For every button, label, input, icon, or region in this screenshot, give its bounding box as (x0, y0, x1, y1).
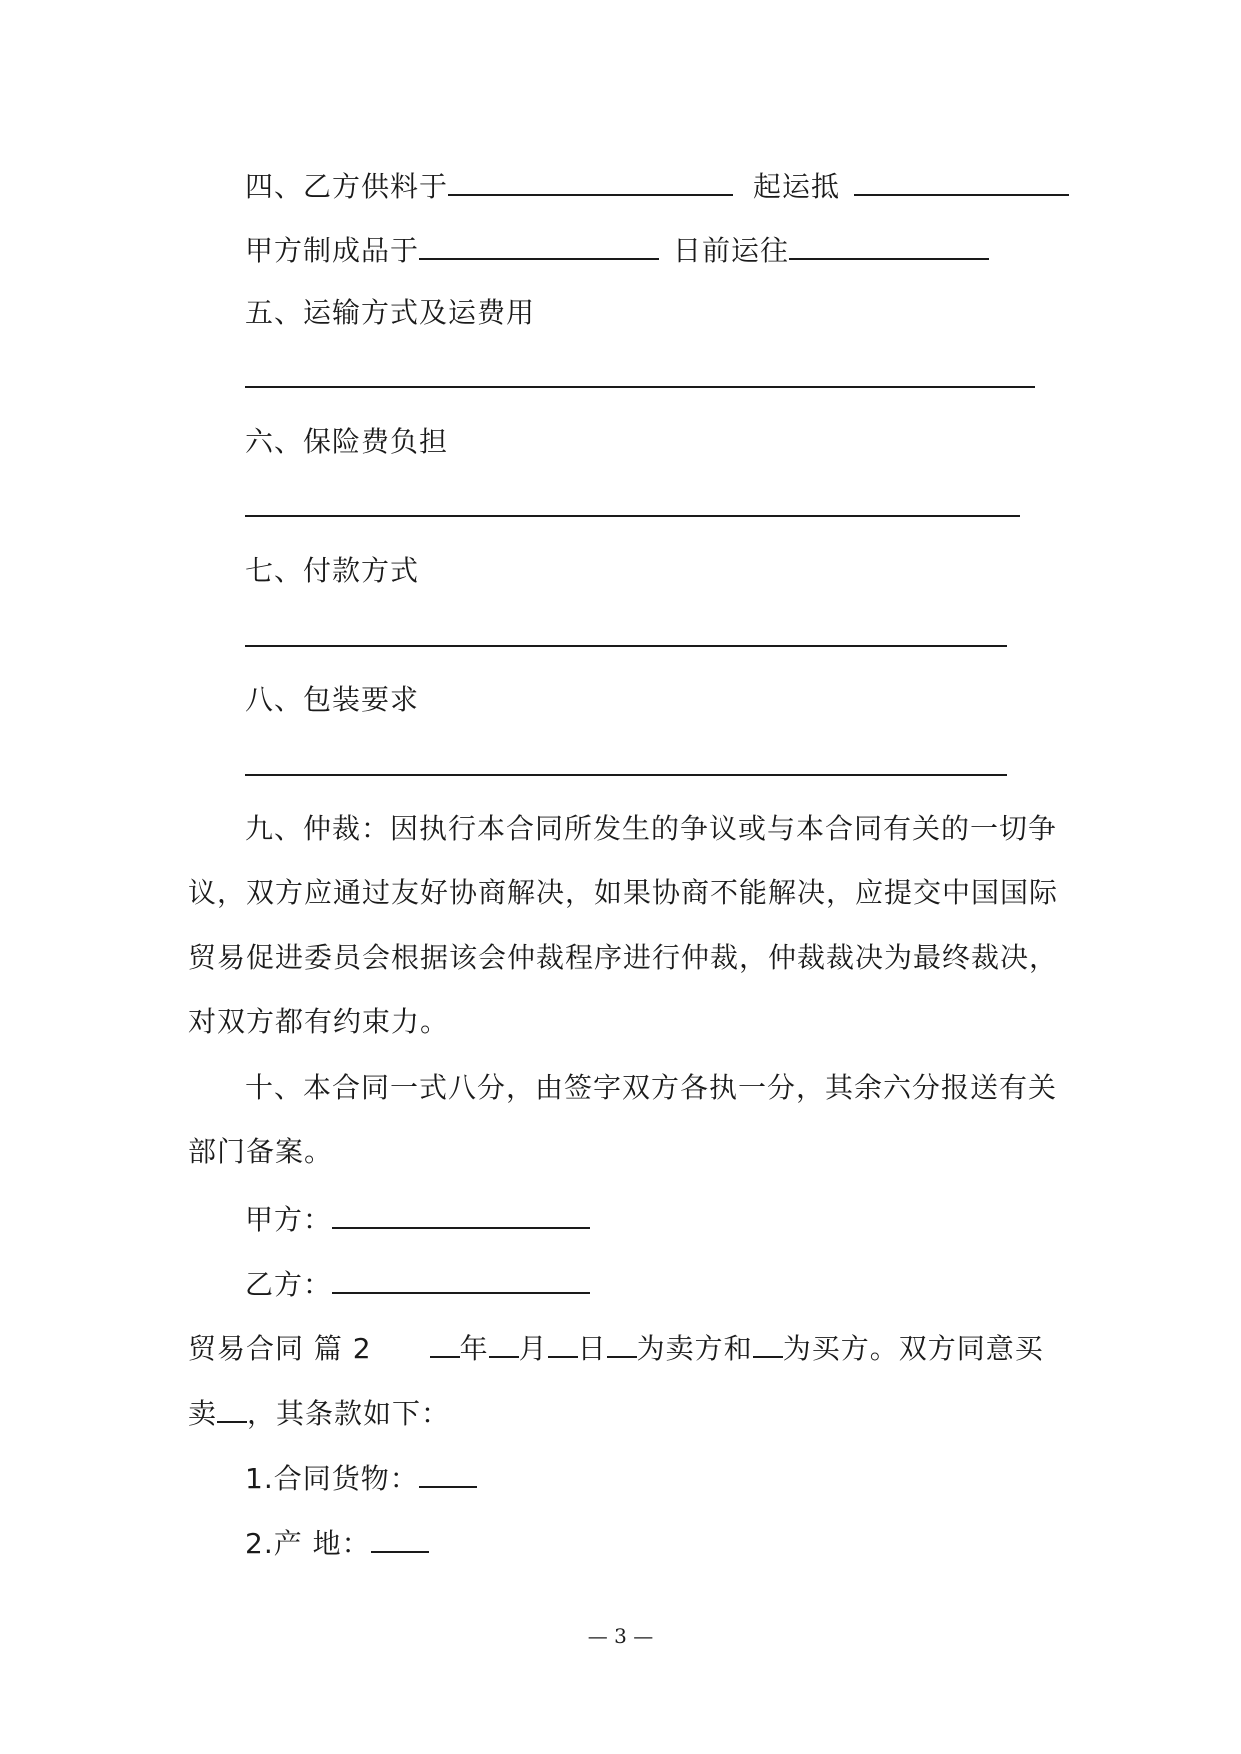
party-a-blank (332, 1199, 590, 1229)
clause-4-line-1 (245, 166, 1069, 205)
clause-4-deadline-label: 日前运往 (673, 234, 790, 267)
clause-7-blank-rule (245, 645, 1007, 647)
goods-blank (419, 1458, 477, 1488)
clause-10-line-1: 十、本合同一式八分，由签字双方各执一分，其余六分报送有关 (245, 1071, 1058, 1104)
blank-field (448, 166, 733, 196)
contract-2-intro-line-2 (188, 1393, 450, 1432)
clause-6-blank-rule (245, 515, 1020, 517)
party-b-blank (332, 1264, 590, 1294)
clause-4-ship-label: 起运抵 (753, 170, 841, 203)
blank-field (217, 1393, 247, 1423)
seller-label: 为卖方和 (636, 1332, 753, 1365)
clause-9-line-2: 议，双方应通过友好协商解决，如果协商不能解决，应提交中国国际 (188, 876, 1059, 909)
clause-8-blank-rule (245, 774, 1007, 776)
clause-5-heading: 五、运输方式及运费用 (245, 296, 536, 329)
blank-field (430, 1328, 460, 1358)
clause-4-supply-label: 四、乙方供料于 (245, 170, 449, 203)
blank-field (854, 166, 1069, 196)
month-label: 月 (518, 1332, 548, 1365)
clause-4-finished-label: 甲方制成品于 (245, 234, 420, 267)
party-a-label: 甲方： (245, 1203, 333, 1236)
trade-label: 卖 (188, 1397, 218, 1430)
clause-9-line-3: 贸易促进委员会根据该会仲裁程序进行仲裁，仲裁裁决为最终裁决， (188, 941, 1059, 974)
clause-8-heading: 八、包装要求 (245, 683, 420, 716)
clause-7-heading: 七、付款方式 (245, 554, 420, 587)
blank-field (607, 1328, 637, 1358)
goods-label: 1.合同货物： (245, 1462, 419, 1495)
year-label: 年 (459, 1332, 489, 1365)
buyer-label: 为买方。双方同意买 (782, 1332, 1044, 1365)
contract-2-intro-line-1 (188, 1328, 1044, 1367)
contract-2-item-1 (245, 1458, 477, 1497)
blank-field (489, 1328, 519, 1358)
blank-field (753, 1328, 783, 1358)
clause-4-line-2 (245, 230, 989, 269)
origin-label: 2.产 地： (245, 1527, 371, 1560)
contract-2-heading: 贸易合同 篇 2 (188, 1332, 372, 1365)
contract-2-item-2 (245, 1523, 429, 1562)
blank-field (548, 1328, 578, 1358)
clause-6-heading: 六、保险费负担 (245, 425, 449, 458)
signature-party-b (245, 1264, 590, 1303)
signature-party-a (245, 1199, 590, 1238)
terms-label: ，其条款如下： (247, 1397, 451, 1430)
party-b-label: 乙方： (245, 1268, 333, 1301)
clause-9-line-4: 对双方都有约束力。 (188, 1005, 450, 1038)
day-label: 日 (577, 1332, 607, 1365)
clause-10-line-2: 部门备案。 (188, 1135, 334, 1168)
blank-field (789, 230, 989, 260)
blank-field (419, 230, 659, 260)
clause-5-blank-rule (245, 386, 1035, 388)
origin-blank (371, 1523, 429, 1553)
page-number: — 3 — (587, 1624, 654, 1648)
clause-9-line-1: 九、仲裁：因执行本合同所发生的争议或与本合同有关的一切争 (245, 812, 1058, 845)
